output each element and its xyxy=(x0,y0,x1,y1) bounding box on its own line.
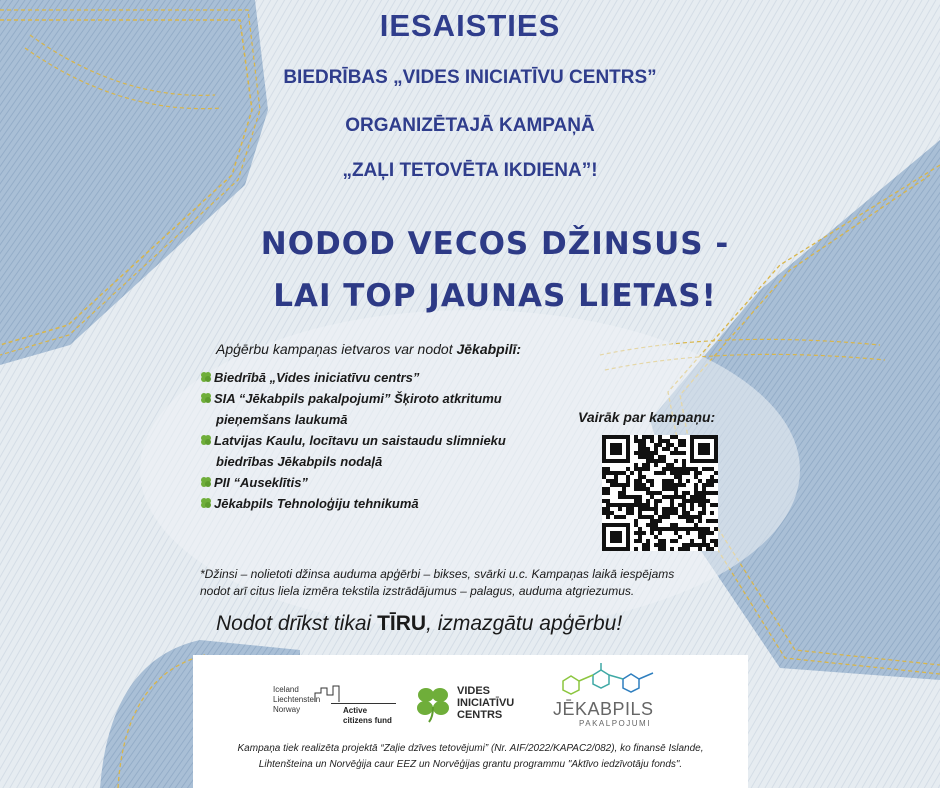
location-label-cont: pieņemšans laukumā xyxy=(216,412,348,427)
jekabpils-pakalpojumi-logo xyxy=(553,661,673,731)
clover-icon xyxy=(200,434,212,446)
note-text xyxy=(200,566,674,600)
clover-icon xyxy=(200,476,212,488)
eea-country-1: Iceland xyxy=(273,685,299,694)
more-info-label: Vairāk par kampaņu: xyxy=(578,409,716,425)
intro-place: Jēkabpilī: xyxy=(456,341,522,357)
location-label: Biedrībā „Vides iniciatīvu centrs” xyxy=(214,370,420,385)
qr-code[interactable] xyxy=(602,435,718,551)
clover-icon xyxy=(200,392,212,404)
jp-sub: PAKALPOJUMI xyxy=(579,719,651,728)
note-line-2: nodot arī citus liela izmēra tekstila izstrādājumus – palagus, auduma atgriezumus. xyxy=(200,584,635,598)
vic-line-2: INICIATĪVU xyxy=(457,697,515,709)
list-item xyxy=(200,388,560,430)
location-label-cont: biedrības Jēkabpils nodaļā xyxy=(216,454,383,469)
clover-icon xyxy=(200,497,212,509)
vic-line-3: CENTRS xyxy=(457,709,503,721)
intro-text xyxy=(216,341,521,357)
clean-strong: TĪRU xyxy=(377,612,427,635)
vic-line-1: VIDES xyxy=(457,685,491,697)
eea-building-icon xyxy=(313,685,343,703)
eea-divider xyxy=(331,703,396,704)
footer-text xyxy=(193,741,748,773)
intro-prefix: Apģērbu kampaņas ietvaros var nodot xyxy=(216,341,457,357)
list-item xyxy=(200,430,560,472)
slogan-line-1: NODOD VECOS DŽINSUS - xyxy=(260,226,730,262)
note-line-1: *Džinsi – nolietoti džinsa auduma apģērbi – bikses, svārki u.c. Kampaņas laikā iespējams xyxy=(200,567,675,581)
heading-campaign: ORGANIZĒTAJĀ KAMPAŅĀ xyxy=(345,115,595,136)
jp-name: JĒKABPILS xyxy=(553,699,654,719)
molecule-icon xyxy=(553,661,663,697)
clean-suffix: , izmazgātu apģērbu! xyxy=(426,612,623,635)
vic-logo xyxy=(415,683,545,729)
clover-icon xyxy=(200,371,212,383)
list-item xyxy=(200,367,560,388)
heading-organization: BIEDRĪBAS „VIDES INICIATĪVU CENTRS” xyxy=(283,67,657,88)
eea-grants-logo xyxy=(273,685,403,729)
location-label: SIA “Jēkabpils pakalpojumi” Šķiroto atkritumu xyxy=(214,391,502,406)
list-item xyxy=(200,472,560,493)
clean-prefix: Nodot drīkst tikai xyxy=(216,612,378,635)
slogan-line-2: LAI TOP JAUNAS LIETAS! xyxy=(273,278,717,314)
clover-logo-icon xyxy=(415,685,451,723)
heading-campaign-name: „ZAĻI TETOVĒTA IKDIENA”! xyxy=(342,160,598,181)
clean-clothes-text xyxy=(216,612,622,636)
vic-logo-text xyxy=(457,685,514,721)
eea-fund-line-1: Active xyxy=(343,706,368,715)
locations-list xyxy=(200,367,560,514)
location-label: Latvijas Kaulu, locītavu un saistaudu slimnieku xyxy=(214,433,506,448)
eea-fund-line-2: citizens fund xyxy=(343,716,392,725)
eea-country-2: Liechtenstein xyxy=(273,695,321,704)
heading-iesaisties: IESAISTIES xyxy=(379,8,561,43)
location-label: Jēkabpils Tehnoloģiju tehnikumā xyxy=(214,496,419,511)
list-item xyxy=(200,493,560,514)
footer-line-1: Kampaņa tiek realizēta projektā “Zaļie dzīves tetovējumi” (Nr. AIF/2022/KAPAC2/082), ko finansē Islande, xyxy=(237,743,704,754)
location-label: PII “Auseklītis” xyxy=(214,475,308,490)
eea-fund-name xyxy=(343,706,392,726)
footer-line-2: Lihtenšteina un Norvēģija caur EEZ un Norvēģijas grantu programmu "Aktīvo iedzīvotāju fonds". xyxy=(258,759,683,770)
footer-panel xyxy=(193,655,748,788)
eea-country-3: Norway xyxy=(273,705,301,714)
